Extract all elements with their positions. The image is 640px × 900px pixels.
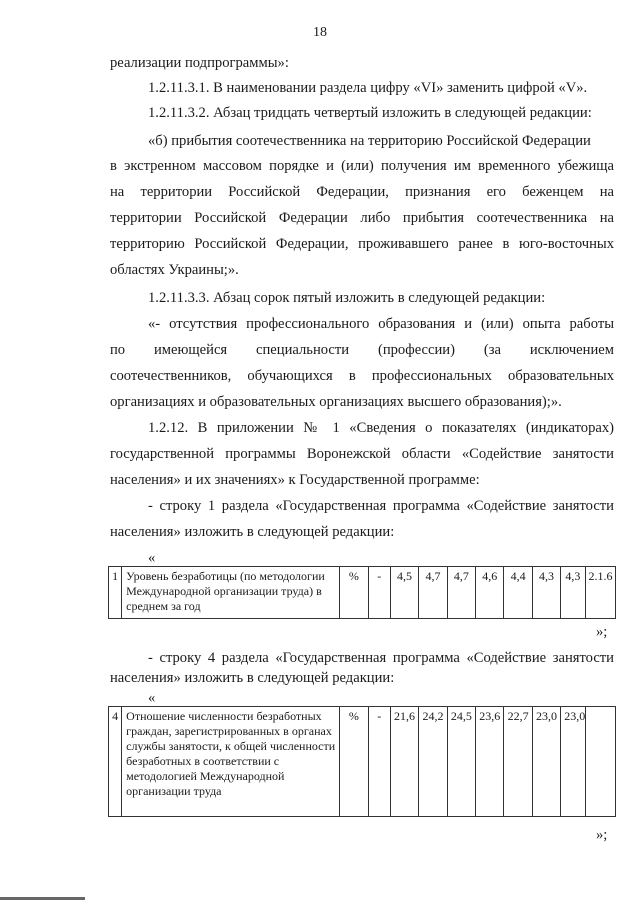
- text-line: организациях и образовательных организациях высшего образования);».: [110, 394, 562, 410]
- value-cell: 4,4: [504, 567, 532, 619]
- text-line: соотечественников, обучающихся в профессиональных образовательных: [110, 368, 614, 384]
- text-line: реализации подпрограммы»:: [110, 55, 289, 71]
- page-number: 18: [313, 25, 327, 40]
- text-line: «б) прибытия соотечественника на территорию Российской Федерации: [148, 133, 591, 149]
- text-line: в экстренном массовом порядке и (или) получения им временного убежища: [110, 158, 614, 174]
- text-line: территории Российской Федерации либо прибытия соотечественника на: [110, 210, 614, 226]
- text-line: по имеющейся специальности (профессии) (за исключением: [110, 342, 614, 358]
- indicator-name: Уровень безработицы (по методологии Международной организации труда) в среднем за год: [122, 567, 340, 619]
- text-line: «- отсутствия профессионального образования и (или) опыта работы: [148, 316, 614, 332]
- text-line: населения» изложить в следующей редакции:: [110, 524, 395, 540]
- text-line: населения» и их значениях» к Государственной программе:: [110, 472, 480, 488]
- value-cell: 24,5: [447, 707, 475, 817]
- text-line: 1.2.11.3.2. Абзац тридцать четвертый изложить в следующей редакции:: [148, 105, 592, 121]
- text-line: 1.2.11.3.3. Абзац сорок пятый изложить в следующей редакции:: [148, 290, 546, 306]
- text-line: населения» изложить в следующей редакции:: [110, 670, 395, 686]
- row-number: 1: [109, 567, 122, 619]
- value-cell: 4,5: [390, 567, 418, 619]
- open-quote: «: [148, 550, 156, 566]
- value-cell: 4,3: [532, 567, 560, 619]
- value-cell: 4,6: [476, 567, 504, 619]
- value-cell: 4,3: [561, 567, 585, 619]
- indicator-table-row-1: [108, 566, 616, 619]
- close-quote: »;: [596, 827, 608, 843]
- value-cell: 23,6: [476, 707, 504, 817]
- open-quote: «: [148, 690, 156, 706]
- indicator-name: Отношение численности безработных граждан, зарегистрированных в органах службы занятости, к общей численности безработных в соответствии с методологией Международной организации труда: [122, 707, 340, 817]
- value-cell: 23,0: [561, 707, 585, 817]
- value-cell: 21,6: [390, 707, 418, 817]
- text-line: государственной программы Воронежской области «Содействие занятости: [110, 446, 614, 462]
- value-cell: 24,2: [419, 707, 447, 817]
- unit-cell: %: [340, 567, 368, 619]
- text-line: на территории Российской Федерации, признания его беженцем на: [110, 184, 614, 200]
- value-cell: 4,7: [419, 567, 447, 619]
- value-cell: 2.1.6: [585, 567, 615, 619]
- row-number: 4: [109, 707, 122, 817]
- text-line: - строку 4 раздела «Государственная программа «Содействие занятости: [148, 650, 614, 666]
- text-line: территорию Российской Федерации, проживавшего ранее в юго-восточных: [110, 236, 614, 252]
- value-cell: 23,0: [532, 707, 560, 817]
- text-line: 1.2.12. В приложении № 1 «Сведения о показателях (индикаторах): [148, 420, 614, 436]
- value-cell: 4,7: [447, 567, 475, 619]
- text-line: 1.2.11.3.1. В наименовании раздела цифру «VI» заменить цифрой «V».: [148, 80, 588, 96]
- dash-cell: -: [368, 567, 390, 619]
- dash-cell: -: [368, 707, 390, 817]
- value-cell: [585, 707, 615, 817]
- text-line: - строку 1 раздела «Государственная программа «Содействие занятости: [148, 498, 614, 514]
- value-cell: 22,7: [504, 707, 532, 817]
- unit-cell: %: [340, 707, 368, 817]
- close-quote: »;: [596, 624, 608, 640]
- indicator-table-row-4: [108, 706, 616, 817]
- text-line: областях Украины;».: [110, 262, 239, 278]
